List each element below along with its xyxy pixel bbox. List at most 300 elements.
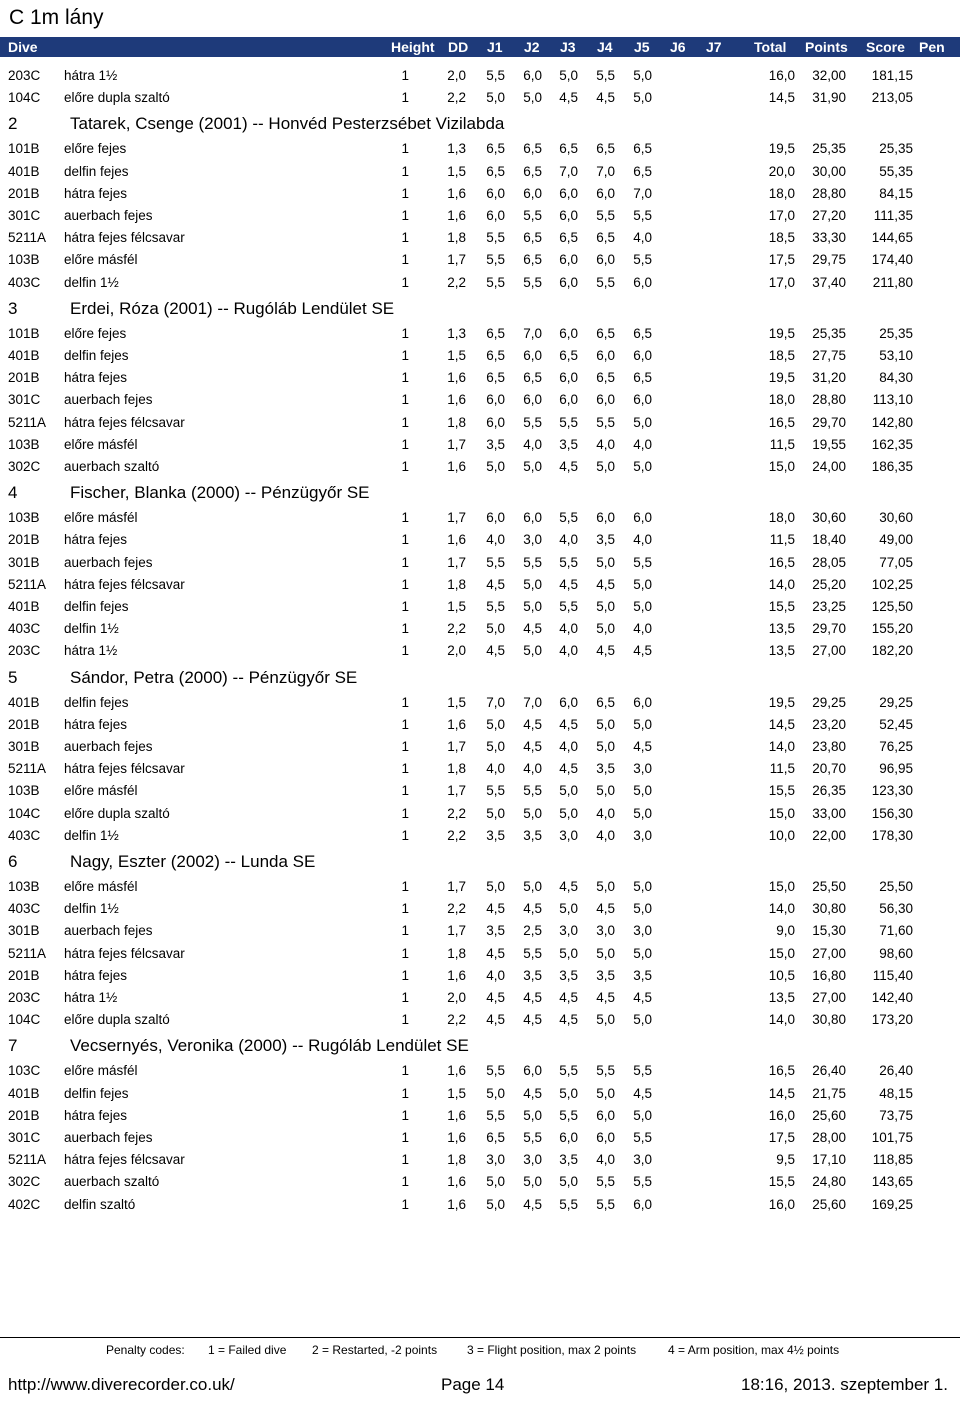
judge-3-score: 3,5 [559, 1152, 578, 1168]
judge-1-score: 6,5 [486, 163, 505, 179]
dive-code: 103B [8, 436, 40, 452]
dive-height: 1 [401, 510, 409, 526]
dive-points: 29,70 [812, 414, 846, 430]
dive-description: előre dupla szaltó [64, 1012, 170, 1028]
dive-description: hátra fejes [64, 532, 128, 548]
dive-total: 17,5 [768, 252, 795, 268]
dive-row [0, 1150, 960, 1172]
judge-1-score: 4,5 [486, 643, 505, 659]
dive-row [0, 1128, 960, 1150]
dive-height: 1 [401, 252, 409, 268]
judge-1-score: 6,5 [486, 370, 505, 386]
dive-total: 13,5 [768, 990, 795, 1005]
judge-5-score: 3,0 [633, 1152, 652, 1168]
dive-description: előre másfél [64, 1063, 138, 1079]
dive-description: delfin fejes [64, 694, 129, 710]
judge-2-score: 6,5 [523, 370, 542, 386]
dive-row [0, 530, 960, 552]
dive-row [0, 324, 960, 346]
dive-code: 403C [8, 621, 41, 637]
dive-total: 9,5 [776, 1152, 795, 1168]
dive-total: 10,0 [768, 827, 795, 843]
dive-row [0, 1061, 960, 1083]
dive-height: 1 [401, 827, 409, 843]
judge-5-score: 4,0 [633, 436, 652, 452]
judge-3-score: 5,5 [559, 1107, 578, 1123]
dive-dd: 1,7 [447, 879, 466, 894]
judge-3-score: 6,5 [559, 230, 578, 246]
judge-4-score: 6,5 [596, 325, 615, 341]
running-score: 111,35 [873, 208, 913, 223]
judge-1-score: 4,5 [486, 901, 505, 917]
dive-total: 15,5 [768, 1174, 795, 1190]
dive-height: 1 [401, 694, 409, 710]
dive-code: 5211A [8, 414, 47, 430]
running-score: 182,20 [871, 643, 913, 659]
judge-5-score: 6,5 [633, 325, 652, 341]
judge-3-score: 4,0 [559, 643, 578, 659]
footer-url[interactable]: http://www.diverecorder.co.uk/ [8, 1375, 235, 1394]
judge-1-score: 3,0 [486, 1152, 505, 1168]
dive-total: 20,0 [768, 163, 795, 179]
running-score: 84,15 [879, 185, 913, 201]
judge-4-score: 6,5 [596, 370, 615, 386]
dive-description: auerbach fejes [64, 1130, 153, 1145]
judge-3-score: 6,0 [559, 325, 578, 341]
judge-2-score: 4,5 [523, 1012, 542, 1028]
dive-code: 203C [8, 643, 41, 659]
dive-points: 27,00 [812, 945, 846, 961]
judge-2-score: 5,5 [523, 414, 542, 430]
dive-description: hátra 1½ [64, 68, 118, 83]
dive-description: hátra fejes [64, 716, 128, 732]
dive-total: 11,5 [769, 436, 795, 452]
dive-total: 16,5 [768, 554, 795, 570]
judge-5-score: 5,0 [633, 599, 652, 614]
judge-1-score: 5,5 [486, 230, 505, 246]
running-score: 29,25 [879, 694, 913, 710]
judge-2-score: 4,5 [523, 1196, 542, 1212]
diver-header [0, 112, 960, 138]
judge-5-score: 5,0 [633, 805, 652, 821]
judge-5-score: 5,0 [633, 1107, 652, 1123]
judge-1-score: 4,0 [486, 761, 505, 777]
dive-description: előre másfél [64, 879, 138, 894]
judge-2-score: 5,0 [523, 459, 542, 474]
dive-row [0, 368, 960, 390]
judge-2-score: 6,0 [523, 510, 542, 526]
judge-5-score: 6,0 [633, 348, 652, 363]
dive-points: 31,20 [812, 370, 846, 386]
judge-3-score: 5,5 [559, 1196, 578, 1212]
dive-code: 5211A [8, 230, 47, 246]
dive-total: 16,5 [768, 1063, 795, 1079]
dive-dd: 1,3 [447, 325, 466, 341]
dive-dd: 1,6 [447, 967, 466, 983]
dive-code: 103B [8, 510, 40, 526]
dive-total: 15,0 [768, 805, 795, 821]
judge-2-score: 3,5 [523, 827, 542, 843]
header-total: Total [754, 39, 787, 55]
dive-total: 18,5 [768, 348, 795, 363]
dive-code: 203C [8, 990, 41, 1005]
judge-5-score: 4,0 [633, 621, 652, 637]
judge-2-score: 5,0 [523, 576, 542, 592]
judge-4-score: 4,0 [596, 1152, 615, 1168]
judge-5-score: 5,0 [633, 90, 652, 106]
judge-5-score: 5,0 [633, 576, 652, 592]
judge-5-score: 6,0 [633, 392, 652, 408]
dive-code: 301B [8, 739, 40, 754]
dive-height: 1 [401, 805, 409, 821]
dive-points: 29,70 [812, 621, 846, 637]
dive-description: hátra fejes [64, 1107, 128, 1123]
judge-1-score: 6,5 [486, 1130, 505, 1145]
dive-dd: 1,6 [447, 208, 466, 223]
dive-row [0, 206, 960, 228]
judge-3-score: 5,0 [559, 1174, 578, 1190]
diver-name-club: Vecsernyés, Veronika (2000) -- Rugóláb Lendület SE [70, 1036, 469, 1056]
running-score: 76,25 [879, 739, 913, 754]
dive-code: 203C [8, 68, 41, 83]
dive-dd: 1,7 [447, 739, 466, 754]
judge-5-score: 4,0 [633, 230, 652, 246]
judge-1-score: 5,0 [486, 1174, 505, 1190]
dive-code: 402C [8, 1196, 41, 1212]
judge-4-score: 5,0 [596, 459, 615, 474]
page-title: C 1m lány [9, 6, 104, 29]
dive-description: hátra fejes félcsavar [64, 576, 185, 592]
judge-2-score: 5,0 [523, 599, 542, 614]
dive-row [0, 693, 960, 715]
dive-description: előre dupla szaltó [64, 805, 170, 821]
judge-2-score: 7,0 [523, 694, 542, 710]
judge-5-score: 5,0 [633, 68, 652, 83]
judge-2-score: 7,0 [523, 325, 542, 341]
judge-5-score: 6,5 [633, 141, 652, 157]
judge-2-score: 4,0 [523, 436, 542, 452]
header-dd: DD [448, 39, 469, 55]
dive-height: 1 [401, 208, 409, 223]
judge-4-score: 5,0 [596, 739, 615, 754]
running-score: 144,65 [871, 230, 913, 246]
judge-3-score: 4,0 [559, 621, 578, 637]
judge-2-score: 4,5 [523, 901, 542, 917]
running-score: 48,15 [879, 1085, 913, 1101]
dive-row [0, 988, 960, 1010]
judge-1-score: 5,5 [486, 783, 505, 799]
judge-4-score: 4,5 [596, 643, 615, 659]
dive-row [0, 899, 960, 921]
judge-4-score: 5,0 [596, 879, 615, 894]
dive-dd: 2,2 [447, 90, 466, 106]
header-j5: J5 [634, 39, 650, 55]
judge-4-score: 4,0 [596, 805, 615, 821]
judge-1-score: 4,5 [486, 1012, 505, 1028]
header-j4: J4 [597, 39, 613, 55]
dive-dd: 1,6 [447, 1174, 466, 1190]
dive-height: 1 [401, 739, 409, 754]
judge-2-score: 5,5 [523, 783, 542, 799]
dive-code: 103B [8, 879, 40, 894]
dive-row [0, 1172, 960, 1194]
judge-3-score: 4,0 [559, 739, 578, 754]
dive-height: 1 [401, 783, 409, 799]
dive-dd: 2,2 [447, 1012, 466, 1028]
judge-1-score: 5,0 [486, 805, 505, 821]
dive-height: 1 [401, 1063, 409, 1079]
judge-1-score: 5,5 [486, 252, 505, 268]
judge-3-score: 4,5 [559, 90, 578, 106]
dive-code: 5211A [8, 576, 47, 592]
dive-code: 401B [8, 1085, 40, 1101]
dive-description: delfin fejes [64, 599, 129, 614]
dive-dd: 1,6 [447, 1063, 466, 1079]
judge-2-score: 5,0 [523, 805, 542, 821]
judge-2-score: 6,0 [523, 68, 542, 83]
dive-height: 1 [401, 879, 409, 894]
running-score: 25,35 [879, 325, 913, 341]
running-score: 156,30 [871, 805, 913, 821]
judge-1-score: 6,0 [486, 510, 505, 526]
dive-description: delfin fejes [64, 1085, 129, 1101]
judge-1-score: 6,5 [486, 325, 505, 341]
dive-row [0, 1010, 960, 1032]
dive-dd: 1,5 [447, 694, 466, 710]
dive-dd: 1,3 [447, 141, 466, 157]
judge-4-score: 5,5 [596, 208, 615, 223]
judge-2-score: 3,5 [523, 967, 542, 983]
dive-description: auerbach fejes [64, 554, 153, 570]
dive-height: 1 [401, 1107, 409, 1123]
judge-1-score: 5,0 [486, 1085, 505, 1101]
diver-name-club: Sándor, Petra (2000) -- Pénzügyőr SE [70, 667, 358, 687]
dive-height: 1 [401, 576, 409, 592]
dive-row [0, 1106, 960, 1128]
judge-2-score: 6,5 [523, 252, 542, 268]
judge-2-score: 4,0 [523, 761, 542, 777]
dive-code: 103C [8, 1063, 41, 1079]
dive-points: 17,10 [812, 1152, 846, 1168]
dive-points: 22,00 [812, 827, 846, 843]
dive-description: auerbach fejes [64, 392, 153, 408]
dive-points: 25,60 [812, 1196, 846, 1212]
header-pen: Pen [919, 39, 945, 55]
dive-height: 1 [401, 716, 409, 732]
dive-height: 1 [401, 1012, 409, 1028]
running-score: 173,20 [871, 1012, 913, 1028]
dive-description: hátra fejes félcsavar [64, 414, 185, 430]
dive-points: 21,75 [812, 1085, 846, 1101]
dive-total: 17,5 [768, 1130, 795, 1145]
judge-4-score: 5,0 [596, 1085, 615, 1101]
judge-3-score: 6,5 [559, 348, 578, 363]
judge-5-score: 5,0 [633, 945, 652, 961]
table-header [0, 37, 960, 57]
dive-row [0, 619, 960, 641]
running-score: 115,40 [872, 967, 913, 983]
dive-code: 103B [8, 783, 40, 799]
dive-dd: 1,6 [447, 392, 466, 408]
dive-total: 18,0 [768, 185, 795, 201]
judge-4-score: 5,5 [596, 274, 615, 290]
dive-description: auerbach fejes [64, 208, 153, 223]
dive-total: 15,0 [768, 879, 795, 894]
dive-dd: 1,8 [447, 761, 466, 777]
dive-row [0, 1084, 960, 1106]
judge-4-score: 6,0 [596, 1130, 615, 1145]
judge-3-score: 5,5 [559, 414, 578, 430]
judge-4-score: 7,0 [596, 163, 615, 179]
running-score: 181,15 [871, 68, 913, 83]
dive-code: 301B [8, 923, 40, 939]
judge-3-score: 5,0 [559, 783, 578, 799]
judge-3-score: 6,5 [559, 141, 578, 157]
judge-3-score: 5,0 [559, 901, 578, 917]
judge-3-score: 3,0 [559, 923, 578, 939]
judge-3-score: 5,5 [559, 599, 578, 614]
judge-4-score: 4,5 [596, 901, 615, 917]
running-score: 49,00 [879, 532, 913, 548]
dive-dd: 2,0 [447, 643, 466, 659]
dive-row [0, 641, 960, 663]
judge-2-score: 5,5 [523, 208, 542, 223]
dive-code: 104C [8, 90, 41, 106]
dive-row [0, 162, 960, 184]
dive-points: 28,80 [812, 185, 846, 201]
judge-5-score: 5,0 [633, 1012, 652, 1028]
judge-3-score: 5,0 [559, 1085, 578, 1101]
dive-code: 103B [8, 252, 40, 268]
dive-total: 14,5 [768, 1085, 795, 1101]
dive-description: auerbach fejes [64, 923, 153, 939]
dive-description: hátra 1½ [64, 990, 118, 1005]
dive-description: hátra fejes félcsavar [64, 1152, 185, 1168]
dive-total: 17,0 [768, 274, 795, 290]
dive-points: 23,80 [812, 739, 846, 754]
header-height: Height [391, 39, 435, 55]
judge-5-score: 3,0 [633, 761, 652, 777]
dive-height: 1 [401, 325, 409, 341]
dive-total: 15,5 [768, 783, 795, 799]
running-score: 55,35 [879, 163, 913, 179]
dive-dd: 1,7 [447, 510, 466, 526]
dive-total: 16,0 [768, 1196, 795, 1212]
judge-2-score: 6,0 [523, 392, 542, 408]
judge-1-score: 6,5 [486, 348, 505, 363]
dive-description: delfin fejes [64, 163, 129, 179]
header-points: Points [805, 39, 848, 55]
dive-points: 25,20 [812, 576, 846, 592]
penalty-label: Penalty codes: [106, 1343, 185, 1357]
judge-2-score: 5,0 [523, 643, 542, 659]
judge-1-score: 6,0 [486, 185, 505, 201]
dive-total: 15,5 [768, 599, 795, 614]
dive-dd: 1,6 [447, 1107, 466, 1123]
judge-4-score: 5,5 [596, 414, 615, 430]
dive-points: 20,70 [812, 761, 846, 777]
judge-2-score: 4,5 [523, 990, 542, 1005]
dive-height: 1 [401, 643, 409, 659]
judge-1-score: 5,0 [486, 621, 505, 637]
judge-3-score: 4,5 [559, 716, 578, 732]
judge-2-score: 5,5 [523, 1130, 542, 1145]
dive-dd: 1,8 [447, 576, 466, 592]
dive-row [0, 508, 960, 530]
judge-1-score: 4,0 [486, 967, 505, 983]
dive-row [0, 66, 960, 88]
running-score: 118,85 [872, 1152, 913, 1168]
dive-total: 14,0 [768, 576, 795, 592]
footer-divider [0, 1337, 960, 1338]
dive-code: 301C [8, 208, 41, 223]
dive-row [0, 759, 960, 781]
dive-points: 25,50 [812, 879, 846, 894]
judge-2-score: 5,0 [523, 90, 542, 106]
dive-total: 10,5 [768, 967, 795, 983]
dive-points: 15,30 [812, 923, 846, 939]
dive-height: 1 [401, 532, 409, 548]
judge-4-score: 6,0 [596, 348, 615, 363]
header-dive: Dive [8, 39, 38, 55]
dive-points: 26,35 [812, 783, 846, 799]
dive-dd: 1,7 [447, 252, 466, 268]
running-score: 56,30 [879, 901, 913, 917]
dive-description: előre fejes [64, 141, 127, 157]
dive-code: 401B [8, 163, 40, 179]
running-score: 26,40 [879, 1063, 913, 1079]
judge-3-score: 6,0 [559, 274, 578, 290]
dive-total: 13,5 [768, 621, 795, 637]
dive-height: 1 [401, 761, 409, 777]
dive-points: 31,90 [812, 90, 846, 106]
dive-height: 1 [401, 990, 409, 1005]
judge-5-score: 5,0 [633, 901, 652, 917]
diver-header [0, 297, 960, 323]
judge-3-score: 4,5 [559, 990, 578, 1005]
dive-height: 1 [401, 1174, 409, 1190]
dive-description: delfin 1½ [64, 621, 119, 637]
dive-points: 18,40 [812, 532, 846, 548]
dive-row [0, 715, 960, 737]
judge-5-score: 6,0 [633, 510, 652, 526]
dive-description: hátra fejes [64, 967, 128, 983]
dive-code: 301C [8, 1130, 41, 1145]
judge-3-score: 4,5 [559, 459, 578, 474]
running-score: 77,05 [879, 554, 913, 570]
judge-1-score: 5,0 [486, 716, 505, 732]
judge-3-score: 3,5 [559, 967, 578, 983]
judge-1-score: 4,5 [486, 990, 505, 1005]
running-score: 123,30 [871, 783, 913, 799]
dive-points: 30,80 [812, 901, 846, 917]
dive-code: 5211A [8, 1152, 47, 1168]
judge-5-score: 6,5 [633, 163, 652, 179]
dive-dd: 1,7 [447, 783, 466, 799]
judge-4-score: 6,0 [596, 392, 615, 408]
footer-datetime: 18:16, 2013. szeptember 1. [741, 1375, 948, 1394]
judge-3-score: 5,0 [559, 68, 578, 83]
judge-4-score: 4,0 [596, 827, 615, 843]
judge-1-score: 6,0 [486, 392, 505, 408]
dive-row [0, 273, 960, 295]
dive-total: 11,5 [769, 761, 795, 777]
dive-description: előre fejes [64, 325, 127, 341]
diver-place: 6 [8, 852, 18, 871]
dive-dd: 1,7 [447, 923, 466, 939]
dive-points: 33,30 [812, 230, 846, 246]
judge-5-score: 5,5 [633, 1130, 652, 1145]
